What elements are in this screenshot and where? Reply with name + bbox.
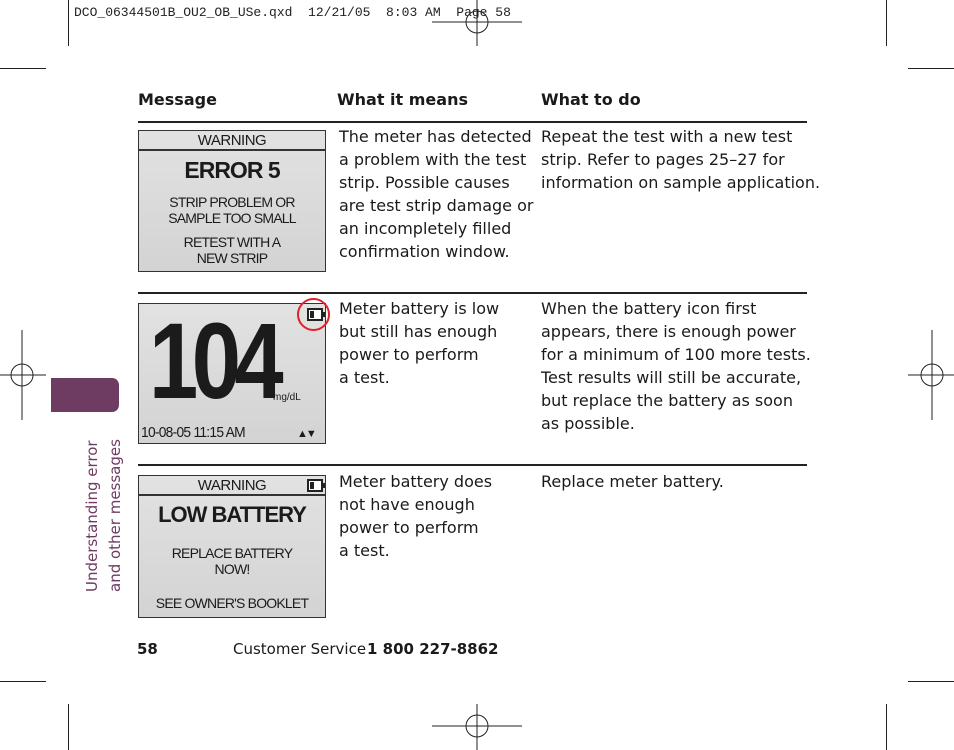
lcd-title: ERROR 5: [184, 157, 280, 183]
battery-low-icon: [307, 479, 323, 492]
lcd-unit: mg/dL: [273, 392, 301, 403]
meter-screen-reading: [138, 303, 326, 444]
text-line: but still has enough: [339, 322, 498, 341]
highlight-circle: [297, 298, 330, 331]
lcd-warning: WARNING: [197, 477, 267, 494]
lcd-text: SEE OWNER'S BOOKLET: [155, 595, 309, 611]
meter-screen-error5: [138, 130, 326, 272]
header-message: Message: [138, 90, 217, 109]
lcd-datetime: 10-08-05 11:15 AM: [141, 424, 245, 441]
todo-text-error5: [541, 125, 820, 194]
meaning-text-error5: [339, 125, 533, 263]
print-slug-line: DCO_06344501B_OU2_OB_USe.qxd 12/21/05 8:03 AM Page 58: [74, 5, 511, 20]
lcd-warning: WARNING: [197, 132, 267, 149]
side-tab-label: [81, 439, 127, 592]
todo-text-low-battery: [541, 470, 724, 493]
lcd-text: REPLACE BATTERY: [171, 545, 293, 561]
row-divider: [138, 121, 807, 123]
text-line: Repeat the test with a new test: [541, 127, 793, 146]
text-line: a test.: [339, 541, 390, 560]
text-line: When the battery icon first: [541, 299, 757, 318]
phone-number: 1 800 227-8862: [367, 640, 499, 658]
side-tab-line: and other messages: [106, 439, 124, 592]
header-todo: What to do: [541, 90, 641, 109]
lcd-reading: 104: [149, 303, 278, 421]
lcd-arrows-icon: ▲▼: [297, 428, 315, 440]
text-line: for a minimum of 100 more tests.: [541, 345, 811, 364]
text-line: are test strip damage or: [339, 196, 534, 215]
text-line: a problem with the test: [339, 150, 527, 169]
page-number: 58: [137, 640, 158, 658]
row-divider: [138, 464, 807, 466]
row-divider: [138, 292, 807, 294]
text-line: Replace meter battery.: [541, 472, 724, 491]
meaning-text-low-battery: [339, 470, 492, 562]
text-line: not have enough: [339, 495, 475, 514]
lcd-text: NOW!: [214, 561, 250, 577]
meter-screen-low-battery: [138, 475, 326, 618]
text-line: an incompletely filled: [339, 219, 512, 238]
header-meaning: What it means: [337, 90, 468, 109]
text-line: The meter has detected: [339, 127, 532, 146]
todo-text-battery-low: [541, 297, 811, 435]
text-line: Meter battery does: [339, 472, 493, 491]
chapter-tab: [51, 378, 119, 412]
text-line: appears, there is enough power: [541, 322, 796, 341]
text-line: a test.: [339, 368, 390, 387]
text-line: as possible.: [541, 414, 635, 433]
text-line: but replace the battery as soon: [541, 391, 793, 410]
lcd-divider: [139, 494, 325, 496]
lcd-title: LOW BATTERY: [158, 502, 306, 527]
customer-service-label: Customer Service: [233, 640, 367, 658]
text-line: Test results will still be accurate,: [541, 368, 802, 387]
lcd-text: STRIP PROBLEM OR: [169, 194, 295, 210]
lcd-text: NEW STRIP: [196, 250, 268, 266]
text-line: Meter battery is low: [339, 299, 500, 318]
text-line: strip. Refer to pages 25–27 for: [541, 150, 785, 169]
text-line: confirmation window.: [339, 242, 510, 261]
meaning-text-battery-low: [339, 297, 499, 389]
lcd-divider: [139, 149, 325, 151]
text-line: power to perform: [339, 345, 479, 364]
text-line: strip. Possible causes: [339, 173, 510, 192]
lcd-text: SAMPLE TOO SMALL: [168, 210, 296, 226]
text-line: information on sample application.: [541, 173, 821, 192]
lcd-text: RETEST WITH A: [183, 234, 281, 250]
side-tab-line: Understanding error: [83, 440, 101, 592]
text-line: power to perform: [339, 518, 479, 537]
